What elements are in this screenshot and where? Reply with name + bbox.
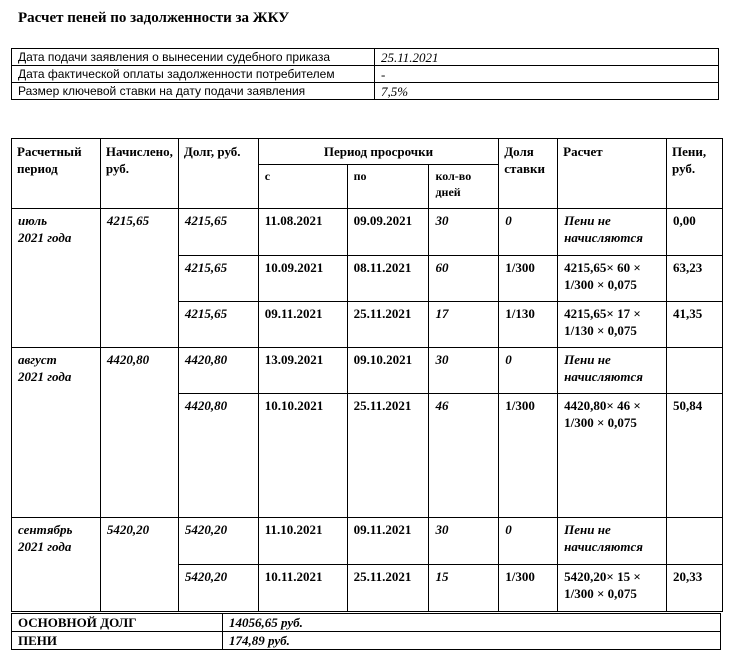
total-penalty-label: ПЕНИ [12, 632, 223, 650]
penalty-cell: 0,00 [667, 209, 723, 256]
days-cell: 17 [429, 302, 499, 348]
calc-cell: 5420,20× 15 × 1/300 × 0,075 [558, 565, 667, 612]
share-cell: 1/300 [499, 394, 558, 518]
table-row [12, 348, 723, 394]
header-debt: Долг, руб. [178, 139, 258, 209]
days-cell: 60 [429, 256, 499, 302]
info-value: 25.11.2021 [375, 49, 719, 66]
days-cell: 30 [429, 518, 499, 565]
share-cell: 1/130 [499, 302, 558, 348]
accrued-cell: 4420,80 [100, 348, 178, 518]
penalty-cell: 63,23 [667, 256, 723, 302]
total-penalty-value: 174,89 руб. [223, 632, 721, 650]
penalty-cell [667, 518, 723, 565]
from-cell: 11.08.2021 [258, 209, 347, 256]
info-table [11, 48, 719, 100]
from-cell: 11.10.2021 [258, 518, 347, 565]
header-period: Расчетный период [12, 139, 101, 209]
to-cell: 25.11.2021 [347, 394, 429, 518]
to-cell: 09.09.2021 [347, 209, 429, 256]
days-cell: 30 [429, 209, 499, 256]
debt-cell: 4420,80 [178, 394, 258, 518]
info-label: Размер ключевой ставки на дату подачи заявления [12, 83, 375, 100]
accrued-cell: 5420,20 [100, 518, 178, 612]
debt-cell: 5420,20 [178, 518, 258, 565]
from-cell: 10.09.2021 [258, 256, 347, 302]
header-accrued: Начислено, руб. [100, 139, 178, 209]
period-cell: август 2021 года [12, 348, 101, 518]
debt-cell: 4420,80 [178, 348, 258, 394]
penalty-cell: 50,84 [667, 394, 723, 518]
debt-cell: 4215,65 [178, 256, 258, 302]
table-row [12, 518, 723, 565]
accrued-cell: 4215,65 [100, 209, 178, 348]
period-cell: сентябрь 2021 года [12, 518, 101, 612]
calc-cell: Пени не начисляются [558, 209, 667, 256]
penalty-cell: 41,35 [667, 302, 723, 348]
share-cell: 1/300 [499, 565, 558, 612]
period-cell: июль 2021 года [12, 209, 101, 348]
total-debt-value: 14056,65 руб. [223, 614, 721, 632]
total-debt-label: ОСНОВНОЙ ДОЛГ [12, 614, 223, 632]
info-row [12, 49, 719, 66]
calc-cell: Пени не начисляются [558, 518, 667, 565]
from-cell: 09.11.2021 [258, 302, 347, 348]
header-overdue: Период просрочки [258, 139, 499, 165]
debt-cell: 4215,65 [178, 302, 258, 348]
share-cell: 0 [499, 209, 558, 256]
totals-row [12, 614, 721, 632]
debt-cell: 4215,65 [178, 209, 258, 256]
totals-row [12, 632, 721, 650]
header-to: по [347, 165, 429, 209]
days-cell: 15 [429, 565, 499, 612]
to-cell: 25.11.2021 [347, 565, 429, 612]
header-calc: Расчет [558, 139, 667, 209]
from-cell: 13.09.2021 [258, 348, 347, 394]
calc-cell: 4215,65× 60 × 1/300 × 0,075 [558, 256, 667, 302]
totals-table [11, 613, 721, 650]
share-cell: 0 [499, 348, 558, 394]
header-days: кол-во дней [429, 165, 499, 209]
to-cell: 09.11.2021 [347, 518, 429, 565]
days-cell: 30 [429, 348, 499, 394]
table-row [12, 209, 723, 256]
header-from: с [258, 165, 347, 209]
header-share: Доля ставки [499, 139, 558, 209]
penalty-calculation-table [11, 138, 723, 612]
info-row [12, 66, 719, 83]
days-cell: 46 [429, 394, 499, 518]
to-cell: 08.11.2021 [347, 256, 429, 302]
to-cell: 25.11.2021 [347, 302, 429, 348]
from-cell: 10.10.2021 [258, 394, 347, 518]
calc-cell: Пени не начисляются [558, 348, 667, 394]
info-row [12, 83, 719, 100]
header-row [12, 139, 723, 165]
penalty-cell: 20,33 [667, 565, 723, 612]
from-cell: 10.11.2021 [258, 565, 347, 612]
info-value: - [375, 66, 719, 83]
share-cell: 1/300 [499, 256, 558, 302]
share-cell: 0 [499, 518, 558, 565]
penalty-cell [667, 348, 723, 394]
calc-cell: 4215,65× 17 × 1/130 × 0,075 [558, 302, 667, 348]
info-label: Дата подачи заявления о вынесении судебного приказа [12, 49, 375, 66]
to-cell: 09.10.2021 [347, 348, 429, 394]
info-value: 7,5% [375, 83, 719, 100]
header-penalty: Пени, руб. [667, 139, 723, 209]
page-title: Расчет пеней по задолженности за ЖКУ [18, 10, 290, 26]
debt-cell: 5420,20 [178, 565, 258, 612]
calc-cell: 4420,80× 46 × 1/300 × 0,075 [558, 394, 667, 518]
info-label: Дата фактической оплаты задолженности потребителем [12, 66, 375, 83]
